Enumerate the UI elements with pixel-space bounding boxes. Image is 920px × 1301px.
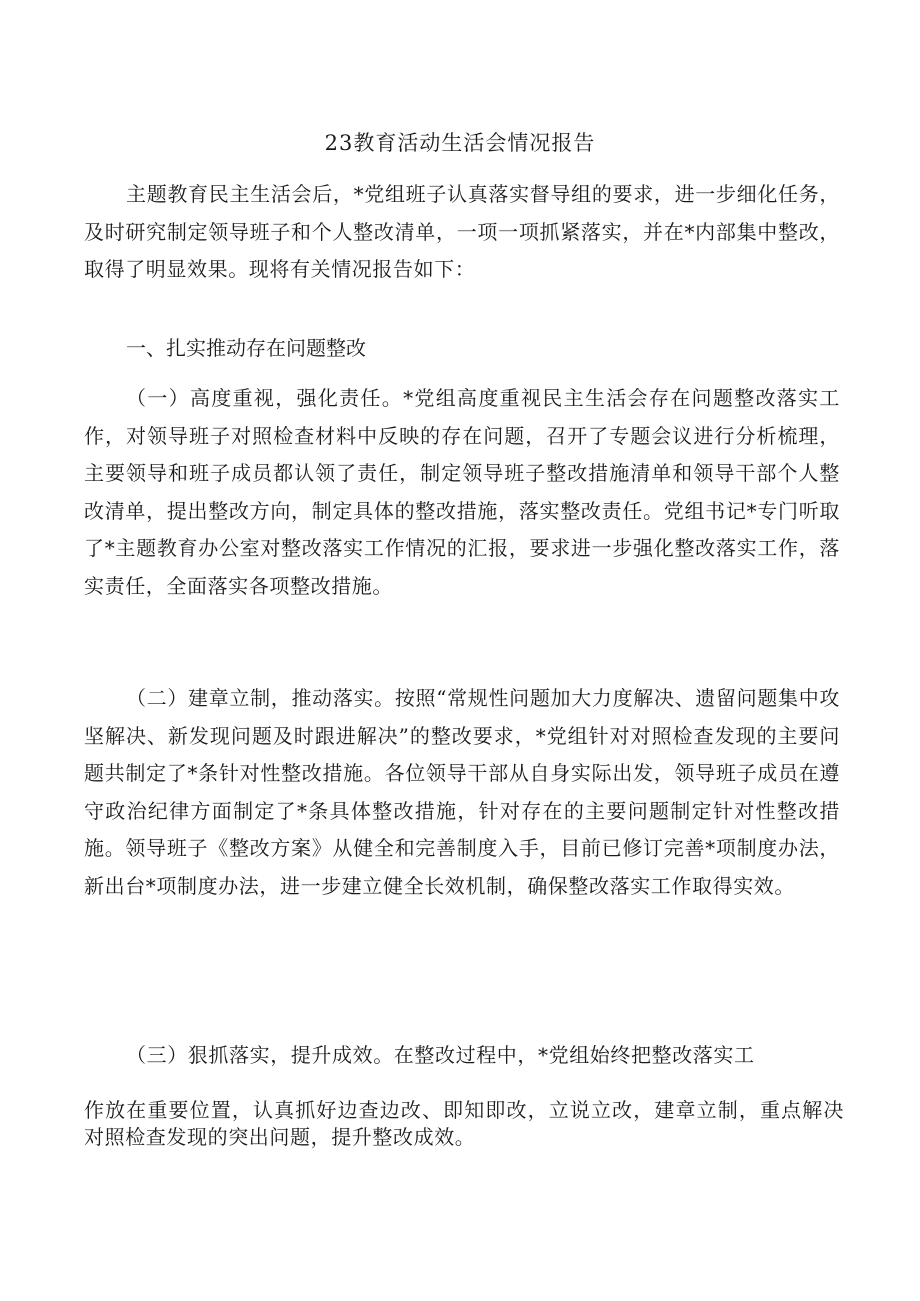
paragraph-3-continuation: 作放在重要位置，认真抓好边查边改、即知即改，立说立改，建章立制，重点解决对照检查发现的突出问题，提升整改成效。: [84, 1098, 844, 1149]
document-title: 23教育活动生活会情况报告: [324, 131, 596, 155]
intro-paragraph: 主题教育民主生活会后，*党组班子认真落实督导组的要求，进一步细化任务，及时研究制定领导班子和个人整改清单，一项一项抓紧落实，并在*内部集中整改，取得了明显效果。现将有关情况报告如下：: [84, 182, 840, 281]
paragraph-1: （一）高度重视，强化责任。*党组高度重视民主生活会存在问题整改落实工作，对领导班子对照检查材料中反映的存在问题，召开了专题会议进行分析梳理，主要领导和班子成员都认领了责任，制定领导班子整改措施清单和领导干部个人整改清单，提出整改方向，制定具体的整改措施，落实整改责任。党组书记*专门听取了*主题教育办公室对整改落实工作情况的汇报，要求进一步强化整改落实工作，落实责任，全面落实各项整改措施。: [84, 386, 840, 598]
paragraph-3-first-line: （三）狠抓落实，提升成效。在整改过程中，*党组始终把整改落实工: [126, 1043, 755, 1067]
section-heading: 一、扎实推动存在问题整改: [126, 336, 366, 360]
paragraph-2: （二）建章立制，推动落实。按照“常规性问题加大力度解决、遗留问题集中攻坚解决、新发现问题及时跟进解决”的整改要求，*党组针对对照检查发现的主要问题共制定了*条针对性整改措施。各位领导干部从自身实际出发，领导班子成员在遵守政治纪律方面制定了*条具体整改措施，针对存在的主要问题制定针对性整改措施。领导班子《整改方案》从健全和完善制度入手，目前已修订完善*项制度办法，新出台*项制度办法，进一步建立健全长效机制，确保整改落实工作取得实效。: [84, 686, 840, 898]
